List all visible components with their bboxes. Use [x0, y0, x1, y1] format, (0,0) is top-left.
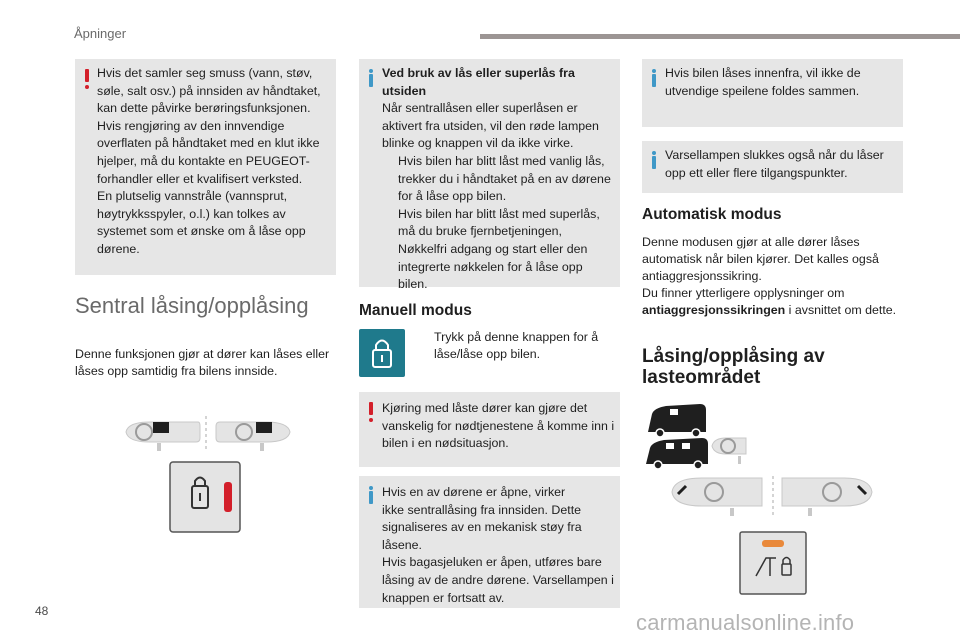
header-section-title: Åpninger — [74, 26, 127, 41]
text-line: blinke og knappen vil da ikke virke. — [382, 136, 574, 151]
text-line: bilen i en nødsituasjon. — [382, 436, 509, 451]
central-locking-illustration — [120, 410, 300, 535]
door-handle-left-icon — [126, 422, 200, 451]
handle-small-icon — [712, 438, 746, 464]
text-line: integrerte nøkkelen for å låse opp — [398, 259, 583, 274]
door-handle-right-icon — [782, 478, 872, 516]
info-mark-icon — [369, 74, 373, 87]
info-mark-icon — [369, 491, 373, 504]
warning-text — [382, 400, 618, 453]
text-line: Du finner ytterligere opplysninger om — [642, 286, 845, 300]
info-dot-icon — [369, 486, 373, 490]
info-box-mirrors — [642, 59, 903, 127]
text-line: Hvis bilen har blitt låst med superlås, — [398, 206, 600, 221]
text-line: utvendige speilene foldes sammen. — [665, 83, 860, 98]
text-line: systemet som et ønske om å låse opp — [97, 224, 306, 239]
warning-dot-icon — [85, 85, 89, 89]
text-line: dørene. — [97, 241, 140, 256]
warning-box-smuss — [75, 59, 336, 275]
lock-switch-panel-icon — [170, 462, 240, 532]
info-dot-icon — [369, 69, 373, 73]
bold-term: antiaggresjonssikringen — [642, 303, 786, 317]
text-tail: i avsnittet om dette. — [785, 303, 897, 317]
info-dot-icon — [652, 69, 656, 73]
info-box-superlas — [359, 59, 620, 292]
header-bar — [480, 34, 960, 39]
text-line: ikke sentrallåsing fra innsiden. Dette — [382, 502, 582, 517]
text-line: Hvis en av dørene er åpne, virker — [382, 485, 566, 499]
text-line: forhandler eller et kvalifisert verksted. — [97, 171, 303, 186]
text-line: Hvis bilen har blitt låst med vanlig lås, — [398, 153, 605, 168]
heading-automatisk-modus: Automatisk modus — [642, 206, 782, 223]
text-line: opp ett eller flere tilgangspunkter. — [665, 165, 848, 180]
info-box-door-open — [359, 476, 620, 608]
manual-instruction — [418, 329, 618, 363]
text-line: låsene. — [382, 537, 422, 552]
text-line: hjelper, må du kontakte en PEUGEOT- — [97, 153, 310, 168]
text-line: trekker du i håndtaket på en av dørene — [398, 171, 611, 186]
bullet-arrow-icon — [418, 329, 434, 363]
text-line: Låsing/opplåsing av — [642, 346, 825, 367]
watermark-text: carmanualsonline.info — [636, 610, 855, 635]
text-line: signaliseres av en mekanisk støy fra — [382, 520, 582, 535]
text-line: låse/låse opp bilen. — [434, 347, 541, 361]
text-line: Hvis bilen låses innenfra, vil ikke de — [665, 66, 861, 80]
text-line: knappen er fortsatt av. — [382, 590, 505, 605]
text-line: Trykk på denne knappen for å — [434, 330, 599, 344]
van-rear-doors-icon — [646, 438, 708, 469]
door-handle-right-icon — [216, 422, 290, 451]
text-line: Ved bruk av lås eller superlås fra — [382, 66, 575, 80]
cargo-locking-illustration — [642, 398, 904, 598]
text-line: overflaten på håndtaket med en klut ikke — [97, 136, 320, 151]
text-line: Hvis rengjøring av den innvendige — [97, 118, 285, 133]
info-mark-icon — [652, 74, 656, 87]
text-line: antiaggresjonssikring. — [642, 269, 762, 283]
lock-button-icon — [359, 329, 405, 377]
text-line: aktivert fra utsiden, vil den røde lampen — [382, 118, 599, 133]
text-line: låses opp samtidig fra bilens innside. — [75, 364, 278, 378]
text-line: søle, salt osv.) på innsiden av håndtaket, — [97, 83, 321, 98]
text-line: Hvis bagasjeluken er åpen, utføres bare — [382, 555, 602, 570]
info-dot-icon — [652, 151, 656, 155]
text-line: Denne modusen gjør at alle dører låses — [642, 235, 860, 249]
info-text — [382, 65, 618, 294]
text-line: automatisk når bilen kjører. Det kalles også — [642, 252, 879, 266]
text-line: Når sentrallåsen eller superlåsen er — [382, 101, 578, 116]
text-line: Hvis det samler seg smuss (vann, støv, — [97, 66, 313, 80]
text-line: lasteområdet — [642, 367, 761, 388]
text-line: utsiden — [382, 83, 427, 98]
cargo-lock-switch-icon — [740, 532, 806, 594]
text-line: må du bruke fjernbetjeningen, — [398, 224, 562, 239]
warning-text — [97, 65, 333, 259]
text-line: vanskelig for nødtjenestene å komme inn i — [382, 418, 615, 433]
bullet-item — [418, 329, 618, 363]
text-line: Nøkkelfri adgang og start eller den — [398, 241, 588, 256]
bullet-item — [382, 206, 618, 294]
section-heading-sentral-lasing: Sentral låsing/opplåsing — [75, 293, 309, 318]
text-line: Kjøring med låste dører kan gjøre det — [382, 401, 588, 415]
text-line: låsing av de andre dørene. Varsellampen i — [382, 572, 614, 587]
warning-box-emergency — [359, 392, 620, 467]
text-line: kan dette påvirke berøringsfunksjonen. — [97, 101, 311, 116]
heading-lasteomradet — [642, 346, 825, 388]
heading-manuell-modus: Manuell modus — [359, 302, 472, 319]
text-line: Varsellampen slukkes også når du låser — [665, 148, 884, 162]
text-line: bilen. — [398, 277, 428, 292]
auto-mode-text — [642, 234, 907, 319]
padlock-icon — [359, 329, 405, 377]
info-text — [665, 65, 901, 100]
text-line: Denne funksjonen gjør at dører kan låses eller — [75, 347, 330, 361]
van-side-icon — [648, 404, 706, 437]
info-text — [665, 147, 901, 182]
bullet-item — [382, 153, 618, 206]
info-box-lamp — [642, 141, 903, 193]
info-text — [382, 484, 618, 607]
page-number: 48 — [35, 604, 49, 618]
warning-mark-icon — [369, 402, 373, 415]
text-line: høytrykksspyler, o.l.) kan tolkes av — [97, 206, 286, 221]
bullet-arrow-icon — [382, 206, 398, 294]
door-handle-left-icon — [672, 478, 762, 516]
warning-mark-icon — [85, 69, 89, 82]
text-line: En plutselig vannstråle (vannsprut, — [97, 189, 288, 204]
info-mark-icon — [652, 156, 656, 169]
text-line — [642, 302, 907, 319]
warning-dot-icon — [369, 418, 373, 422]
bullet-arrow-icon — [382, 153, 398, 206]
intro-text — [75, 346, 337, 380]
text-line: for å låse opp bilen. — [398, 189, 507, 204]
